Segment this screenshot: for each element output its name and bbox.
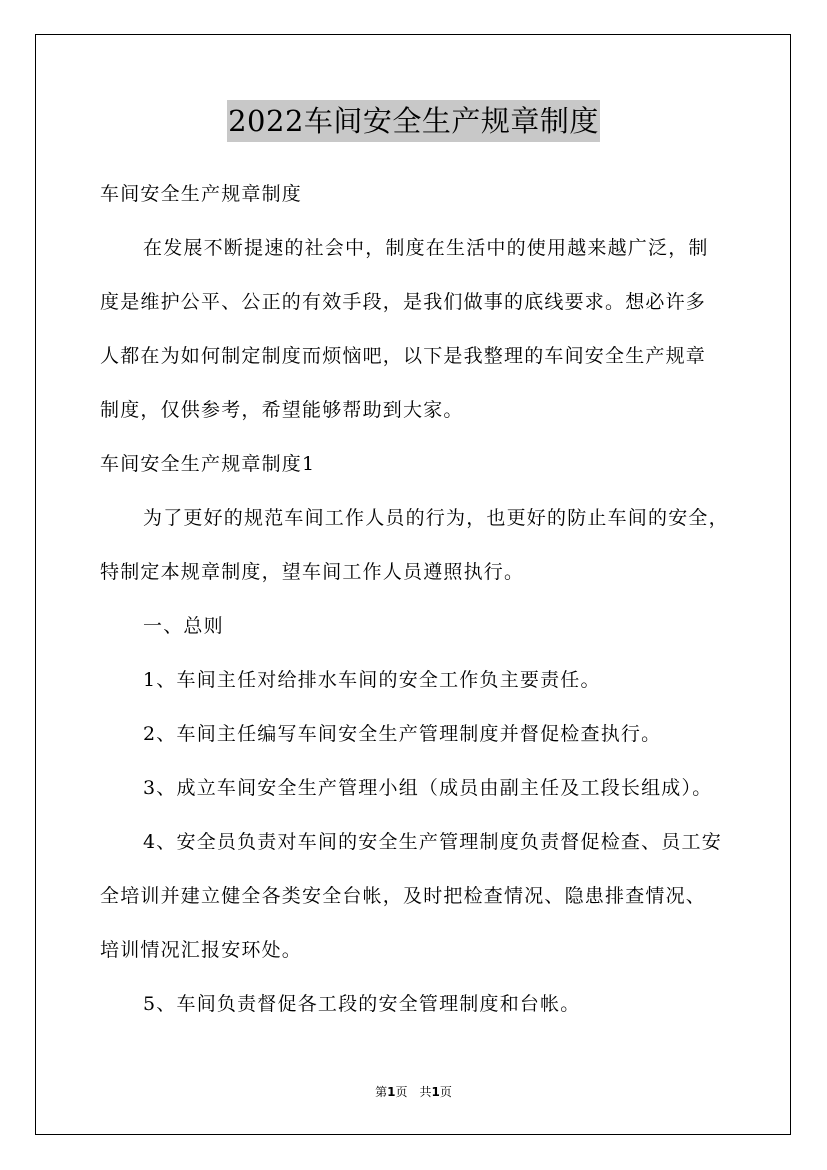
footer-page-total: 1 <box>431 1085 440 1099</box>
paragraph-line: 特制定本规章制度，望车间工作人员遵照执行。 <box>100 561 525 583</box>
list-item: 3、成立车间安全生产管理小组（成员由副主任及工段长组成）。 <box>143 777 713 799</box>
paragraph-line: 度是维护公平、公正的有效手段，是我们做事的底线要求。想必许多 <box>100 291 707 313</box>
section-heading: 车间安全生产规章制度1 <box>100 453 316 475</box>
page-footer <box>0 1084 827 1100</box>
list-item: 2、车间主任编写车间安全生产管理制度并督促检查执行。 <box>143 723 662 745</box>
paragraph-line: 为了更好的规范车间工作人员的行为，也更好的防止车间的安全， <box>143 507 729 529</box>
section-heading: 车间安全生产规章制度 <box>100 183 303 205</box>
paragraph-line: 在发展不断提速的社会中，制度在生活中的使用越来越广泛，制 <box>143 237 709 259</box>
paragraph-line: 人都在为如何制定制度而烦恼吧，以下是我整理的车间安全生产规章 <box>100 345 707 367</box>
document-title: 2022车间安全生产规章制度 <box>227 100 600 142</box>
list-item-continuation: 培训情况汇报安环处。 <box>100 939 303 961</box>
list-item: 4、安全员负责对车间的安全生产管理制度负责督促检查、员工安 <box>143 831 722 853</box>
title-container <box>0 100 827 142</box>
list-item: 1、车间主任对给排水车间的安全工作负主要责任。 <box>143 669 601 691</box>
footer-prefix: 第 <box>375 1085 388 1099</box>
footer-page-current: 1 <box>387 1085 396 1099</box>
footer-mid: 页 共 <box>395 1085 432 1099</box>
list-item-continuation: 全培训并建立健全各类安全台帐，及时把检查情况、隐患排查情况、 <box>100 885 707 907</box>
list-item: 5、车间负责督促各工段的安全管理制度和台帐。 <box>143 993 581 1015</box>
footer-suffix: 页 <box>439 1085 452 1099</box>
subsection-heading: 一、总则 <box>143 615 224 637</box>
paragraph-line: 制度，仅供参考，希望能够帮助到大家。 <box>100 399 464 421</box>
